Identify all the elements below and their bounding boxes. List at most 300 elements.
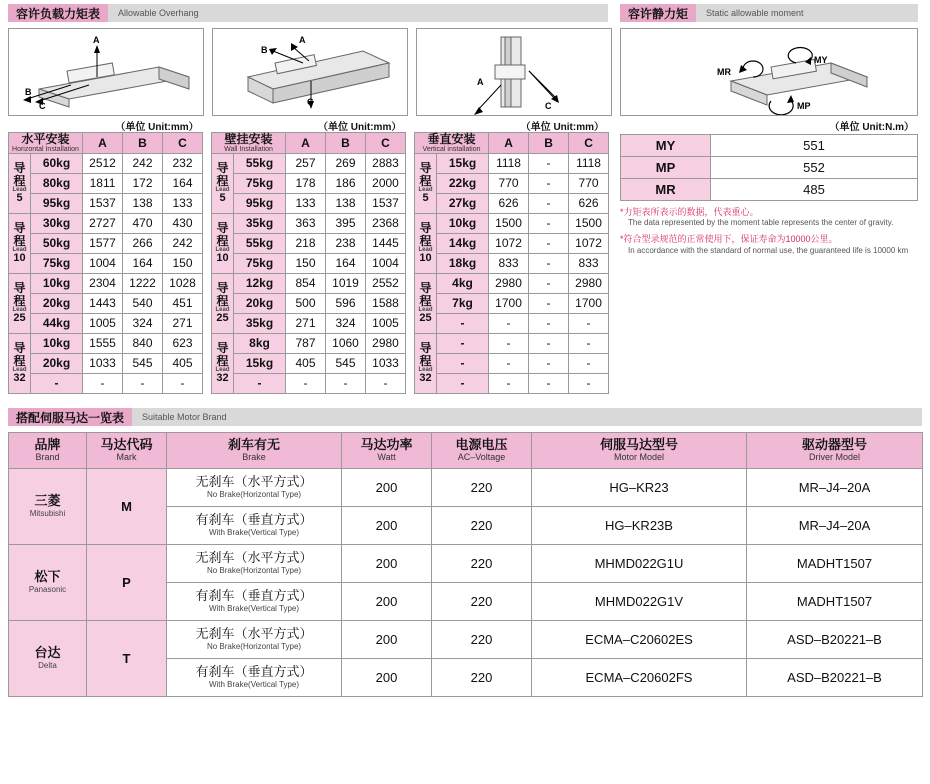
brake-cell: 无刹车（水平方式） No Brake(Horizontal Type) [167,544,342,582]
load-value: 75kg [234,173,286,193]
table-row [415,253,609,273]
note-1-en: The data represented by the moment table represents the center of gravity. [628,218,894,228]
value-c: 1028 [163,273,203,293]
load-value: 27kg [437,193,489,213]
value-a: 626 [489,193,529,213]
load-value: 22kg [437,173,489,193]
unit-label-nm: （单位 Unit:N.m） [829,122,914,133]
value-b: 238 [326,233,366,253]
value-b: 164 [326,253,366,273]
driver-model-cell: MR–J4–20A [747,468,923,506]
table-row [212,373,406,393]
value-c: 2368 [366,213,406,233]
table-row [9,273,203,293]
motor-table-wrap [0,432,930,697]
lead-group-2: 导 程 Lead 25 [212,273,234,333]
load-value: 15kg [437,153,489,173]
table-row [9,253,203,273]
overhang-table-2 [414,132,609,394]
value-a: 854 [286,273,326,293]
brand-cell-0: 三菱 Mitsubishi [9,468,87,544]
table-row [9,313,203,333]
table-row [415,173,609,193]
value-a: 363 [286,213,326,233]
value-b: - [529,213,569,233]
lead-group-2: 导 程 Lead 25 [415,273,437,333]
table-row [212,233,406,253]
table-row [415,373,609,393]
lead-group-1: 导 程 Lead 10 [212,213,234,273]
value-a: 770 [489,173,529,193]
value-b: 324 [326,313,366,333]
value-a: 1537 [83,193,123,213]
value-b: 545 [123,353,163,373]
value-a: 405 [286,353,326,373]
voltage-cell: 220 [432,468,532,506]
value-b: 186 [326,173,366,193]
motor-model-cell: HG–KR23 [532,468,747,506]
driver-model-cell: MR–J4–20A [747,506,923,544]
value-c: 2980 [569,273,609,293]
motor-title: 搭配伺服马达一览表 [8,408,132,426]
value-a: 257 [286,153,326,173]
mount-type-header: 水平安装 Horizontal Installation [9,133,83,154]
load-value: 55kg [234,153,286,173]
unit-label-3: （单位 Unit:mm） [520,122,605,133]
watt-cell: 200 [342,582,432,620]
value-c: 2000 [366,173,406,193]
note-2-zh: *符合型录规范的正常使用下，保证寿命为10000公里。 [620,234,838,245]
value-a: - [286,373,326,393]
svg-text:MP: MP [797,101,811,111]
motor-row [9,544,923,582]
mark-cell-1: P [87,544,167,620]
static-moment-diagram [620,28,918,116]
brake-cell: 无刹车（水平方式） No Brake(Horizontal Type) [167,620,342,658]
brand-cell-1: 松下 Panasonic [9,544,87,620]
load-value: 7kg [437,293,489,313]
top-content [0,22,930,394]
value-b: 242 [123,153,163,173]
motor-model-cell: ECMA–C20602FS [532,658,747,696]
value-b: 470 [123,213,163,233]
value-a: 787 [286,333,326,353]
watt-cell: 200 [342,506,432,544]
table-row [212,313,406,333]
load-value: 14kg [437,233,489,253]
lead-group-0: 导 程 Lead 5 [212,153,234,213]
load-value: 55kg [234,233,286,253]
table-row [9,193,203,213]
value-a: 1811 [83,173,123,193]
motor-header-6: 驱动器型号 Driver Model [747,432,923,468]
value-c: 451 [163,293,203,313]
value-b: 172 [123,173,163,193]
column-header-B: B [529,133,569,154]
moment-value: 485 [711,179,918,201]
motor-header-row [9,432,923,468]
table-row [212,193,406,213]
load-value: 44kg [31,313,83,333]
lead-group-3: 导 程 Lead 32 [415,333,437,393]
mark-cell-0: M [87,468,167,544]
brand-cell-2: 台达 Delta [9,620,87,696]
value-b: 138 [123,193,163,213]
value-a: - [489,333,529,353]
watt-cell: 200 [342,658,432,696]
load-value: - [437,313,489,333]
value-b: - [326,373,366,393]
lead-group-3: 导 程 Lead 32 [9,333,31,393]
vertical-mount-diagram [416,28,612,116]
value-a: 1004 [83,253,123,273]
svg-text:A: A [477,77,484,87]
unit-lines [8,116,608,132]
load-value: 60kg [31,153,83,173]
static-moment-title: 容许静力矩 [620,4,696,22]
value-c: - [569,333,609,353]
moment-value: 551 [711,135,918,157]
value-c: 1033 [366,353,406,373]
voltage-cell: 220 [432,582,532,620]
value-c: 1588 [366,293,406,313]
load-value: - [437,333,489,353]
moment-row [621,179,918,201]
value-b: - [529,173,569,193]
voltage-cell: 220 [432,658,532,696]
load-value: 30kg [31,213,83,233]
table-row [9,213,203,233]
value-b: 164 [123,253,163,273]
value-b: - [529,233,569,253]
value-b: 1222 [123,273,163,293]
load-value: 20kg [31,293,83,313]
value-b: - [529,273,569,293]
value-c: 1445 [366,233,406,253]
motor-row [9,620,923,658]
value-b: 1060 [326,333,366,353]
value-a: - [83,373,123,393]
table-row [212,273,406,293]
value-c: 770 [569,173,609,193]
value-b: - [529,353,569,373]
motor-section-header [8,408,922,426]
load-value: - [234,373,286,393]
value-b: 324 [123,313,163,333]
load-value: 95kg [31,193,83,213]
value-a: 1700 [489,293,529,313]
lead-group-0: 导 程 Lead 5 [9,153,31,213]
motor-model-cell: MHMD022G1U [532,544,747,582]
value-a: 1443 [83,293,123,313]
value-b: - [529,253,569,273]
value-b: 138 [326,193,366,213]
overhang-table-0 [8,132,203,394]
value-b: - [529,293,569,313]
note-1 [620,207,918,228]
value-a: - [489,353,529,373]
motor-row [9,468,923,506]
brake-cell: 有刹车（垂直方式） With Brake(Vertical Type) [167,506,342,544]
column-header-C: C [163,133,203,154]
value-a: 271 [286,313,326,333]
load-value: 18kg [437,253,489,273]
column-header-A: A [489,133,529,154]
overhang-title: 容许负载力矩表 [8,4,108,22]
value-c: 623 [163,333,203,353]
value-a: 2980 [489,273,529,293]
table-row [212,213,406,233]
svg-text:MY: MY [814,55,828,65]
load-value: 4kg [437,273,489,293]
motor-header-3: 马达功率 Watt [342,432,432,468]
value-a: 133 [286,193,326,213]
load-value: 20kg [234,293,286,313]
table-row [415,273,609,293]
wall-mount-diagram [212,28,408,116]
value-b: - [123,373,163,393]
value-a: 2727 [83,213,123,233]
note-2-en: In accordance with the standard of normal use, the guaranteed life is 10000 km [628,245,909,255]
static-moment-table [620,134,918,201]
table-row [212,353,406,373]
table-row [212,333,406,353]
value-a: 218 [286,233,326,253]
column-header-A: A [83,133,123,154]
voltage-cell: 220 [432,506,532,544]
load-value: - [437,353,489,373]
svg-text:C: C [39,101,46,111]
motor-model-cell: ECMA–C20602ES [532,620,747,658]
table-row [415,213,609,233]
watt-cell: 200 [342,544,432,582]
driver-model-cell: ASD–B20221–B [747,658,923,696]
motor-header-0: 品牌 Brand [9,432,87,468]
value-a: 150 [286,253,326,273]
overhang-section-header [8,4,608,22]
value-c: 2980 [366,333,406,353]
table-row [415,293,609,313]
brake-cell: 有刹车（垂直方式） With Brake(Vertical Type) [167,658,342,696]
value-b: - [529,193,569,213]
value-c: 1537 [366,193,406,213]
value-c: 833 [569,253,609,273]
column-header-C: C [569,133,609,154]
value-b: - [529,153,569,173]
load-value: 15kg [234,353,286,373]
load-value: 80kg [31,173,83,193]
overhang-subtitle: Allowable Overhang [108,4,608,22]
value-a: 1500 [489,213,529,233]
table-row [415,353,609,373]
load-value: 10kg [437,213,489,233]
value-a: - [489,313,529,333]
value-c: 1500 [569,213,609,233]
value-a: 2304 [83,273,123,293]
motor-header-4: 电源电压 AC–Voltage [432,432,532,468]
value-c: 1005 [366,313,406,333]
value-c: 1700 [569,293,609,313]
static-moment-subtitle: Static allowable moment [696,4,918,22]
load-value: 10kg [31,333,83,353]
value-a: 1005 [83,313,123,333]
load-value: 12kg [234,273,286,293]
value-c: 2552 [366,273,406,293]
svg-text:MR: MR [717,67,731,77]
load-value: 8kg [234,333,286,353]
moment-label: MR [621,179,711,201]
table-row [212,173,406,193]
note-1-zh: *力矩表所表示的数据，代表重心。 [620,207,759,217]
svg-text:A: A [93,35,100,45]
value-a: 1118 [489,153,529,173]
table-row [415,333,609,353]
table-row [212,253,406,273]
column-header-C: C [366,133,406,154]
value-b: 269 [326,153,366,173]
lead-group-1: 导 程 Lead 10 [9,213,31,273]
value-b: 266 [123,233,163,253]
note-2 [620,234,918,255]
svg-text:B: B [25,87,32,97]
value-b: - [529,313,569,333]
svg-text:B: B [261,45,268,55]
table-row [415,153,609,173]
value-c: 271 [163,313,203,333]
motor-model-cell: HG–KR23B [532,506,747,544]
load-value: 75kg [234,253,286,273]
load-value: 95kg [234,193,286,213]
load-value: 75kg [31,253,83,273]
value-a: 1555 [83,333,123,353]
value-b: 596 [326,293,366,313]
value-c: 164 [163,173,203,193]
value-a: 833 [489,253,529,273]
watt-cell: 200 [342,468,432,506]
value-c: - [569,353,609,373]
value-a: 1072 [489,233,529,253]
table-row [9,373,203,393]
value-b: 1019 [326,273,366,293]
table-row [212,153,406,173]
overhang-table-1 [211,132,406,394]
brake-cell: 有刹车（垂直方式） With Brake(Vertical Type) [167,582,342,620]
motor-section-header-wrap [0,408,930,426]
horizontal-mount-diagram [8,28,204,116]
value-c: - [569,313,609,333]
value-c: 242 [163,233,203,253]
motor-subtitle: Suitable Motor Brand [132,408,922,426]
value-a: 2512 [83,153,123,173]
value-c: 133 [163,193,203,213]
value-b: 545 [326,353,366,373]
motor-header-1: 马达代码 Mark [87,432,167,468]
lead-group-2: 导 程 Lead 25 [9,273,31,333]
value-c: 1072 [569,233,609,253]
load-value: - [31,373,83,393]
motor-header-2: 刹车有无 Brake [167,432,342,468]
value-a: 1033 [83,353,123,373]
lead-group-3: 导 程 Lead 32 [212,333,234,393]
value-c: 2883 [366,153,406,173]
moment-row [621,135,918,157]
value-a: 500 [286,293,326,313]
overhang-diagrams [8,28,608,116]
overhang-tables [8,132,608,394]
table-row [415,193,609,213]
column-header-B: B [326,133,366,154]
load-value: 10kg [31,273,83,293]
value-a: - [489,373,529,393]
table-row [415,313,609,333]
value-b: 395 [326,213,366,233]
table-row [9,233,203,253]
overhang-block [8,28,608,394]
driver-model-cell: ASD–B20221–B [747,620,923,658]
table-row [415,233,609,253]
load-value: 35kg [234,213,286,233]
value-a: 1577 [83,233,123,253]
value-a: 178 [286,173,326,193]
moment-value: 552 [711,157,918,179]
value-b: 540 [123,293,163,313]
value-c: 405 [163,353,203,373]
table-row [9,153,203,173]
value-b: - [529,333,569,353]
value-c: 1004 [366,253,406,273]
table-row [212,293,406,313]
load-value: 35kg [234,313,286,333]
load-value: 50kg [31,233,83,253]
column-header-A: A [286,133,326,154]
load-value: 20kg [31,353,83,373]
motor-brand-table [8,432,923,697]
value-c: - [569,373,609,393]
value-c: 626 [569,193,609,213]
svg-text:A: A [299,35,306,45]
value-c: - [163,373,203,393]
load-value: - [437,373,489,393]
svg-text:C: C [307,97,314,107]
value-c: 232 [163,153,203,173]
static-moment-section-header [620,4,918,22]
table-row [9,333,203,353]
watt-cell: 200 [342,620,432,658]
column-header-B: B [123,133,163,154]
value-b: 840 [123,333,163,353]
table-row [9,353,203,373]
mount-type-header: 垂直安装 Vertical installation [415,133,489,154]
driver-model-cell: MADHT1507 [747,544,923,582]
svg-text:C: C [545,101,552,111]
mount-type-header: 壁挂安装 Wall Installation [212,133,286,154]
value-c: 1118 [569,153,609,173]
motor-header-5: 伺服马达型号 Motor Model [532,432,747,468]
moment-label: MY [621,135,711,157]
moment-row [621,157,918,179]
voltage-cell: 220 [432,544,532,582]
value-c: 430 [163,213,203,233]
motor-model-cell: MHMD022G1V [532,582,747,620]
unit-label-1: （单位 Unit:mm） [115,122,199,133]
lead-group-1: 导 程 Lead 10 [415,213,437,273]
value-c: 150 [163,253,203,273]
lead-group-0: 导 程 Lead 5 [415,153,437,213]
brake-cell: 无刹车（水平方式） No Brake(Horizontal Type) [167,468,342,506]
static-moment-block [620,28,918,394]
driver-model-cell: MADHT1507 [747,582,923,620]
table-row [9,293,203,313]
